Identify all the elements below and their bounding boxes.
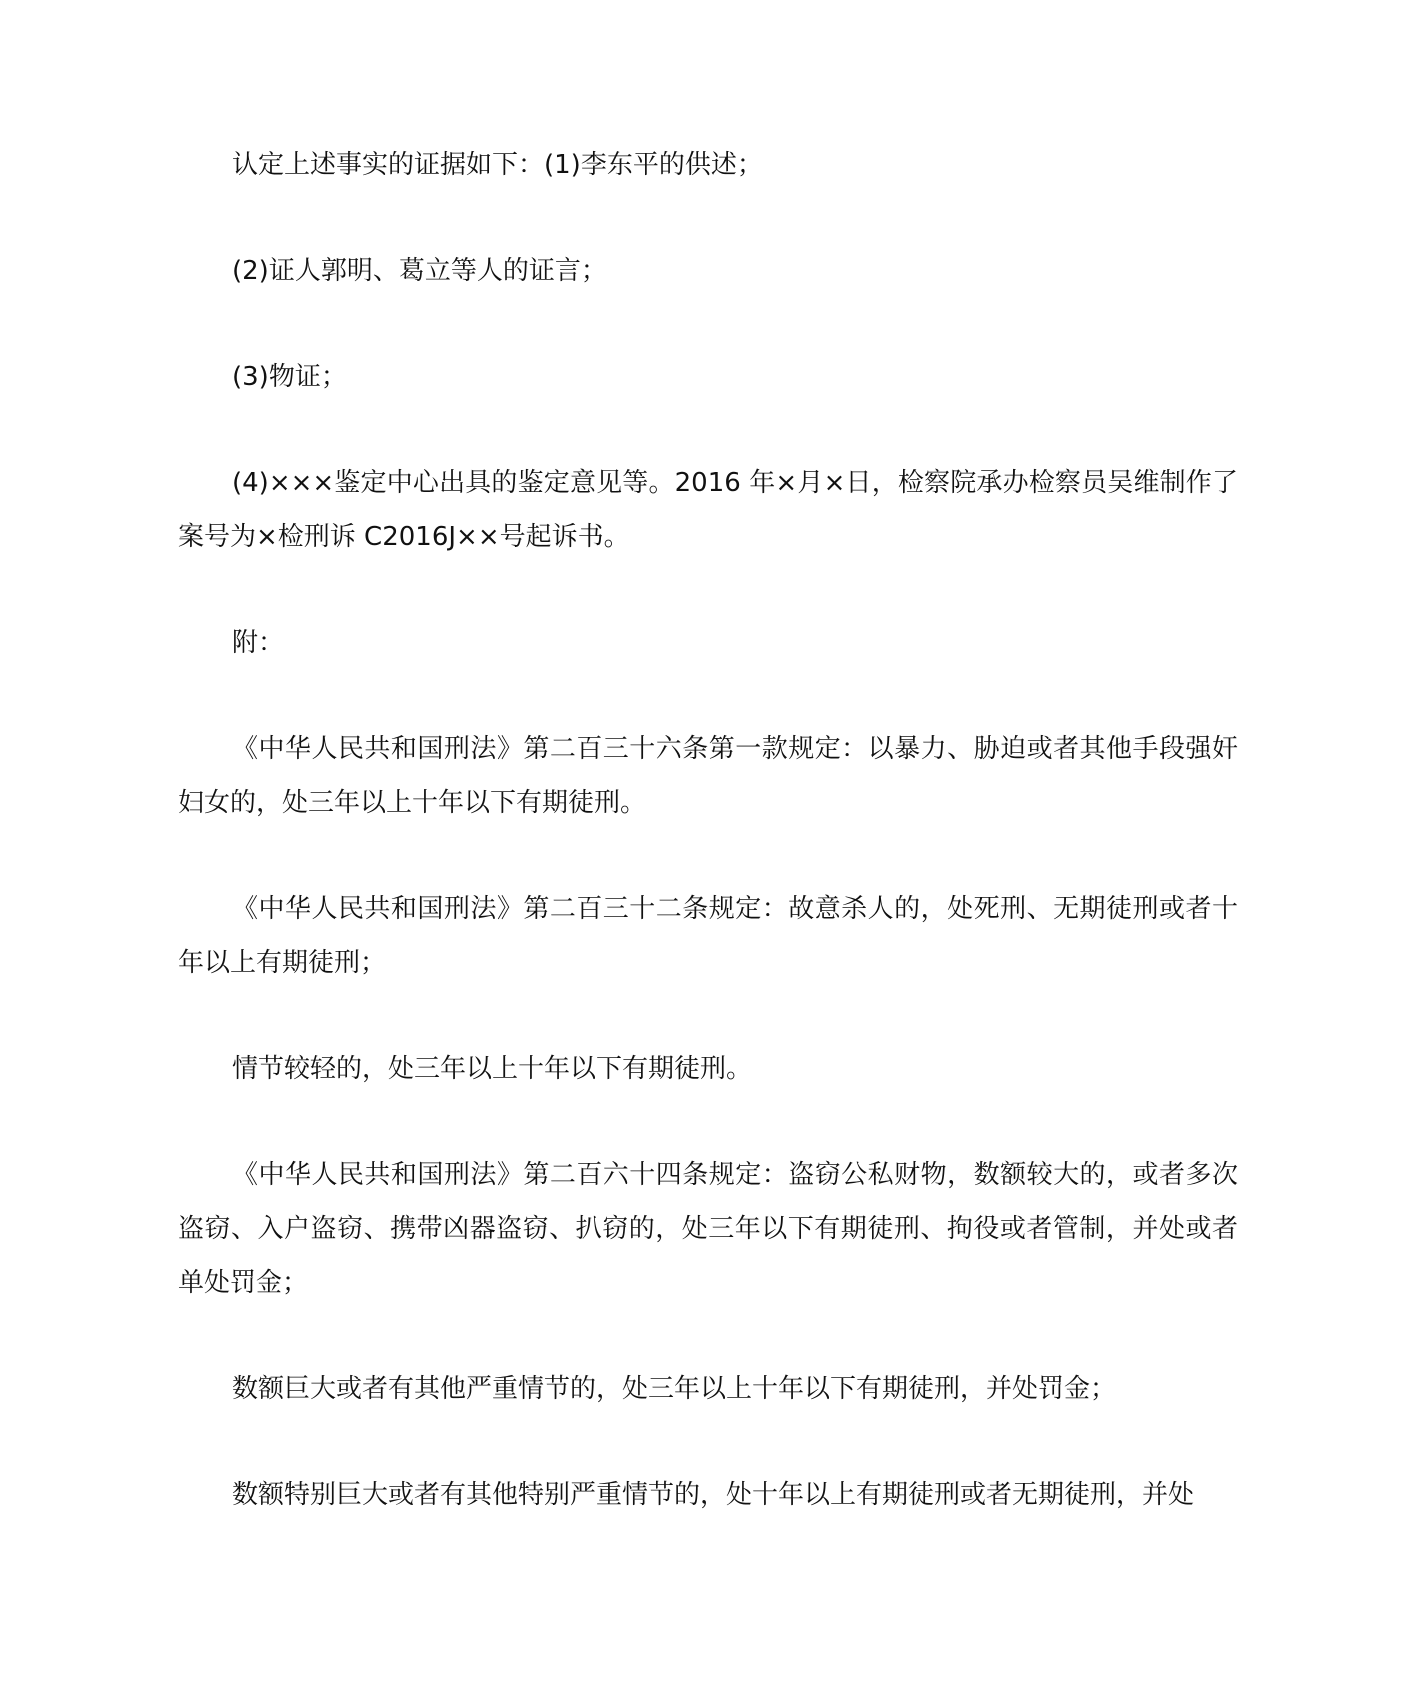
law-article-232-cont: 情节较轻的，处三年以上十年以下有期徒刑。 [232,1054,753,1084]
evidence-paragraph-3: (3)物证； [232,362,347,392]
evidence-paragraph-1: 认定上述事实的证据如下：(1)李东平的供述； [232,150,763,180]
law-article-264-cont-1: 数额巨大或者有其他严重情节的，处三年以上十年以下有期徒刑，并处罚金； [232,1374,1117,1404]
evidence-paragraph-4: (4)×××鉴定中心出具的鉴定意见等。2016 年×月×日，检察院承办检察员吴维制作了案号为×检刑诉 C2016J××号起诉书。 [178,468,1238,552]
law-article-264-cont-2: 数额特别巨大或者有其他特别严重情节的，处十年以上有期徒刑或者无期徒刑，并处 [232,1480,1195,1510]
law-article-232: 《中华人民共和国刑法》第二百三十二条规定：故意杀人的，处死刑、无期徒刑或者十年以上有期徒刑； [178,894,1238,978]
evidence-paragraph-2: (2)证人郭明、葛立等人的证言； [232,256,607,286]
appendix-heading: 附： [232,628,285,658]
document-body [178,138,1238,1574]
law-article-236: 《中华人民共和国刑法》第二百三十六条第一款规定：以暴力、胁迫或者其他手段强奸妇女的，处三年以上十年以下有期徒刑。 [178,734,1238,818]
law-article-264: 《中华人民共和国刑法》第二百六十四条规定：盗窃公私财物，数额较大的，或者多次盗窃、入户盗窃、携带凶器盗窃、扒窃的，处三年以下有期徒刑、拘役或者管制，并处或者单处罚金； [178,1160,1238,1298]
